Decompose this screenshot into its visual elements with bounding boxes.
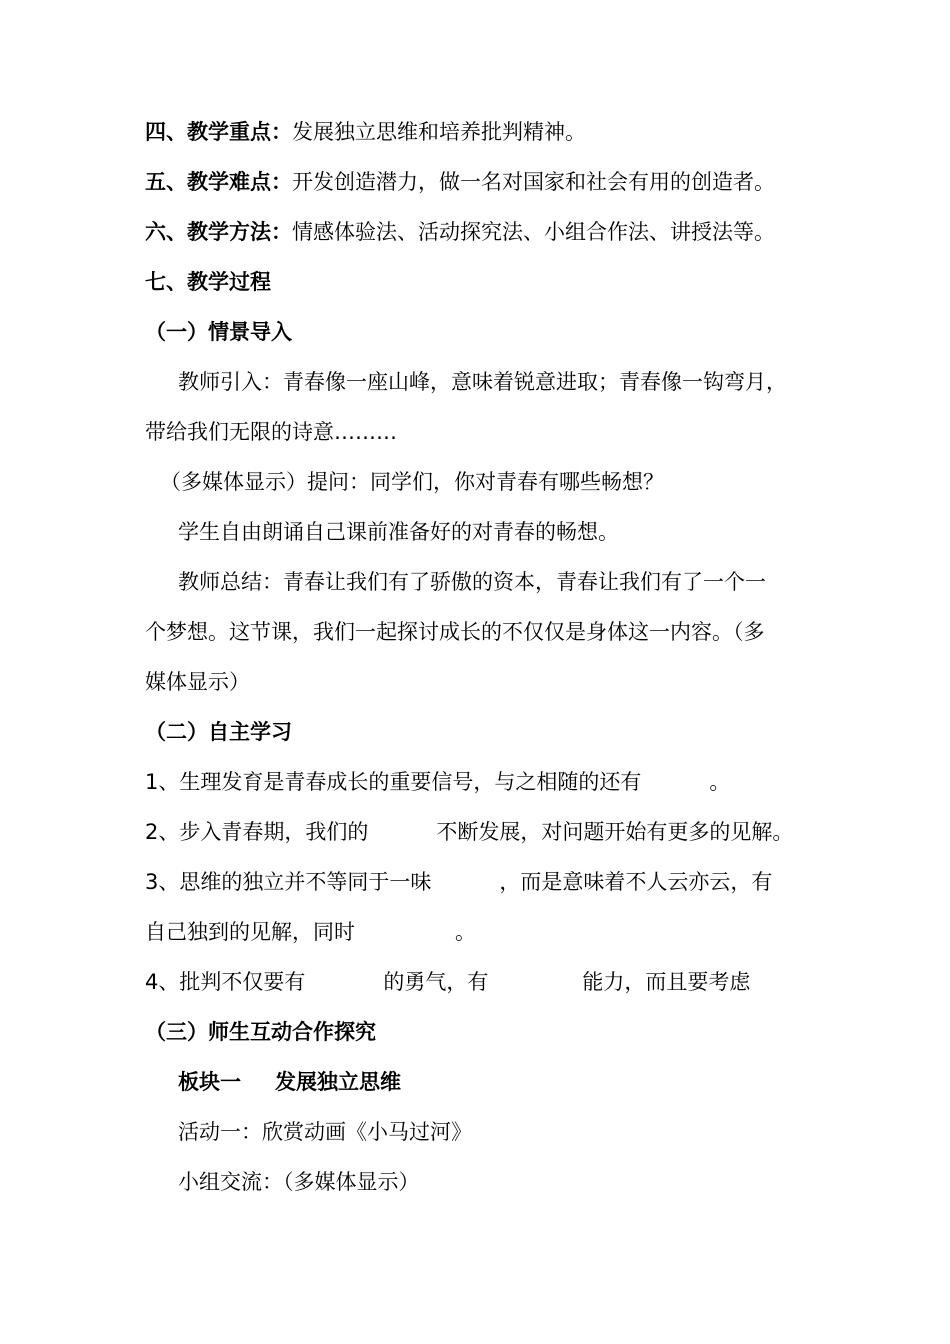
question1-end: 。 [709,770,731,794]
activity1: 活动一：欣赏动画《小马过河》 [178,1120,472,1144]
question4 [145,967,815,997]
intro-paragraph1-line2: 带给我们无限的诗意……… [145,420,397,444]
block1-heading [178,1067,848,1097]
block1-label: 板块一 [178,1070,241,1094]
question4-text-end: 能力，而且要考虑 [582,970,751,994]
question1-text: 1、生理发育是青春成长的重要信号，与之相随的还有 [145,770,642,794]
question3-line1 [145,867,815,897]
section1-heading: （一）情景导入 [145,320,292,344]
block1-title: 发展独立思维 [275,1070,401,1094]
section3-heading: （三）师生互动合作探究 [145,1020,376,1044]
section2-heading: （二）自主学习 [145,720,292,744]
question1 [145,767,815,797]
process-heading: 七、教学过程 [145,270,271,294]
intro-paragraph4-line2: 个梦想。这节课，我们一起探讨成长的不仅仅是身体这一内容。（多 [145,620,765,644]
question4-text: 4、批判不仅要有 [145,970,306,994]
intro-paragraph4-line3: 媒体显示） [145,670,250,694]
question2-text: 2、步入青春期，我们的 [145,820,369,844]
question3-text: 3、思维的独立并不等同于一味 [145,870,432,894]
key-point-line [145,117,815,147]
question4-text-mid: 的勇气，有 [383,970,489,994]
intro-paragraph4-line1: 教师总结：青春让我们有了骄傲的资本，青春让我们有了一个一 [178,570,766,594]
method-label: 六、教学方法： [145,220,292,244]
difficulty-label: 五、教学难点： [145,170,292,194]
key-point-text: 发展独立思维和培养批判精神。 [292,120,586,144]
key-point-label: 四、教学重点： [145,120,292,144]
group-discussion: 小组交流：（多媒体显示） [178,1170,420,1194]
intro-paragraph2: （多媒体显示）提问：同学们，你对青春有哪些畅想？ [160,470,664,494]
question3-line2-end: 。 [455,920,476,944]
difficulty-text: 开发创造潜力，做一名对国家和社会有用的创造者。 [292,170,775,194]
question3-line2 [145,917,815,947]
difficulty-line [145,167,815,197]
method-text: 情感体验法、活动探究法、小组合作法、讲授法等。 [292,220,775,244]
question3-text-end: ，而是意味着不人云亦云，有 [499,870,773,894]
intro-paragraph1-line1: 教师引入：青春像一座山峰，意味着锐意进取；青春像一钩弯月， [178,370,787,394]
method-line [145,217,815,247]
intro-paragraph3: 学生自由朗诵自己课前准备好的对青春的畅想。 [178,520,619,544]
question2 [145,817,815,847]
question2-text-end: 不断发展，对问题开始有更多的见解。 [436,820,794,844]
question3-line2-text: 自己独到的见解，同时 [145,920,355,944]
